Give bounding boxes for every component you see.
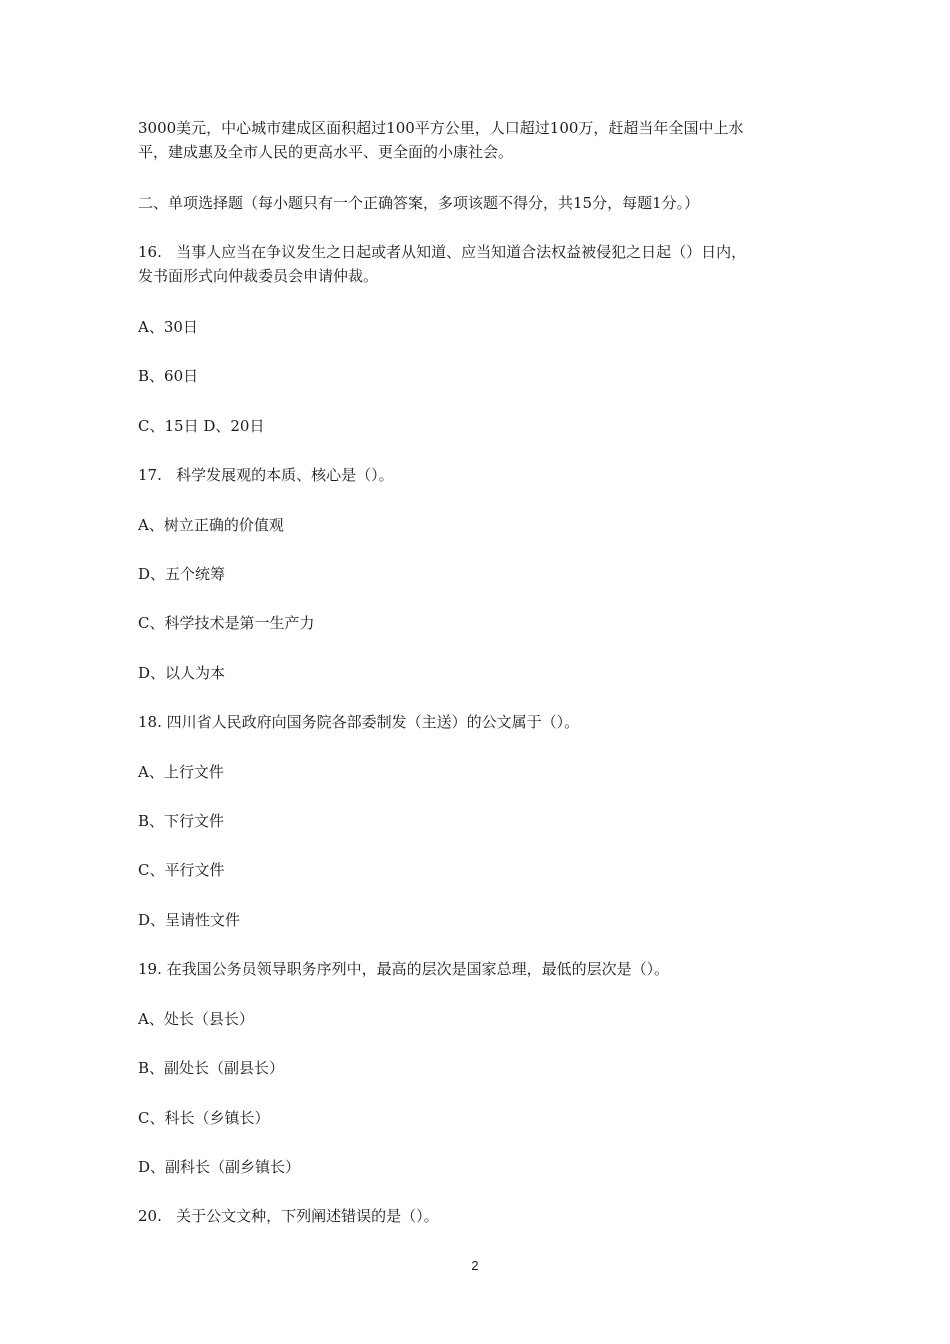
option-18-d: D、呈请性文件 xyxy=(138,911,241,929)
option-19-a: A、处长（县长） xyxy=(138,1010,254,1028)
question-18-stem xyxy=(138,710,838,734)
option-16-cd: C、15日 D、20日 xyxy=(138,417,265,435)
option-16-b: B、60日 xyxy=(138,367,199,385)
question-20-stem xyxy=(138,1204,838,1228)
question-stem-line-1: 四川省人民政府向国务院各部委制发（主送）的公文属于（）。 xyxy=(166,713,580,731)
section-heading: 二、单项选择题（每小题只有一个正确答案，多项该题不得分，共15分，每题1分。） xyxy=(138,194,700,212)
page-number: 2 xyxy=(471,1258,479,1273)
option-19-b: B、副处长（副县长） xyxy=(138,1059,285,1077)
intro-line-1: 3000美元，中心城市建成区面积超过100平方公里，人口超过100万，赶超当年全国中上水 xyxy=(138,119,744,137)
question-stem-line-1: 当事人应当在争议发生之日起或者从知道、应当知道合法权益被侵犯之日起（）日内， xyxy=(176,243,747,261)
option-16-a: A、30日 xyxy=(138,318,198,336)
question-number: 19. xyxy=(138,960,162,978)
intro-line-2: 平，建成惠及全市人民的更高水平、更全面的小康社会。 xyxy=(138,143,514,161)
question-stem-line-1: 在我国公务员领导职务序列中，最高的层次是国家总理，最低的层次是（）。 xyxy=(166,960,670,978)
option-17-a: A、树立正确的价值观 xyxy=(138,516,284,534)
question-number: 16. xyxy=(138,243,162,261)
option-17-d2: D、以人为本 xyxy=(138,664,226,682)
question-17-stem xyxy=(138,463,838,487)
question-number: 20. xyxy=(138,1207,162,1225)
intro-paragraph xyxy=(138,116,838,164)
question-number: 18. xyxy=(138,713,162,731)
question-stem-line-1: 关于公文文种，下列阐述错误的是（）。 xyxy=(176,1207,439,1225)
option-17-d: D、五个统筹 xyxy=(138,565,226,583)
question-19-stem xyxy=(138,957,838,981)
question-16-stem xyxy=(138,240,838,288)
question-number: 17. xyxy=(138,466,162,484)
option-19-c: C、科长（乡镇长） xyxy=(138,1109,270,1127)
option-18-c: C、平行文件 xyxy=(138,861,225,879)
option-17-c: C、科学技术是第一生产力 xyxy=(138,614,315,632)
question-stem-line-1: 科学发展观的本质、核心是（）。 xyxy=(176,466,394,484)
option-18-a: A、上行文件 xyxy=(138,763,224,781)
option-19-d: D、副科长（副乡镇长） xyxy=(138,1158,301,1176)
question-stem-line-2: 发书面形式向仲裁委员会申请仲裁。 xyxy=(138,267,379,285)
option-18-b: B、下行文件 xyxy=(138,812,225,830)
